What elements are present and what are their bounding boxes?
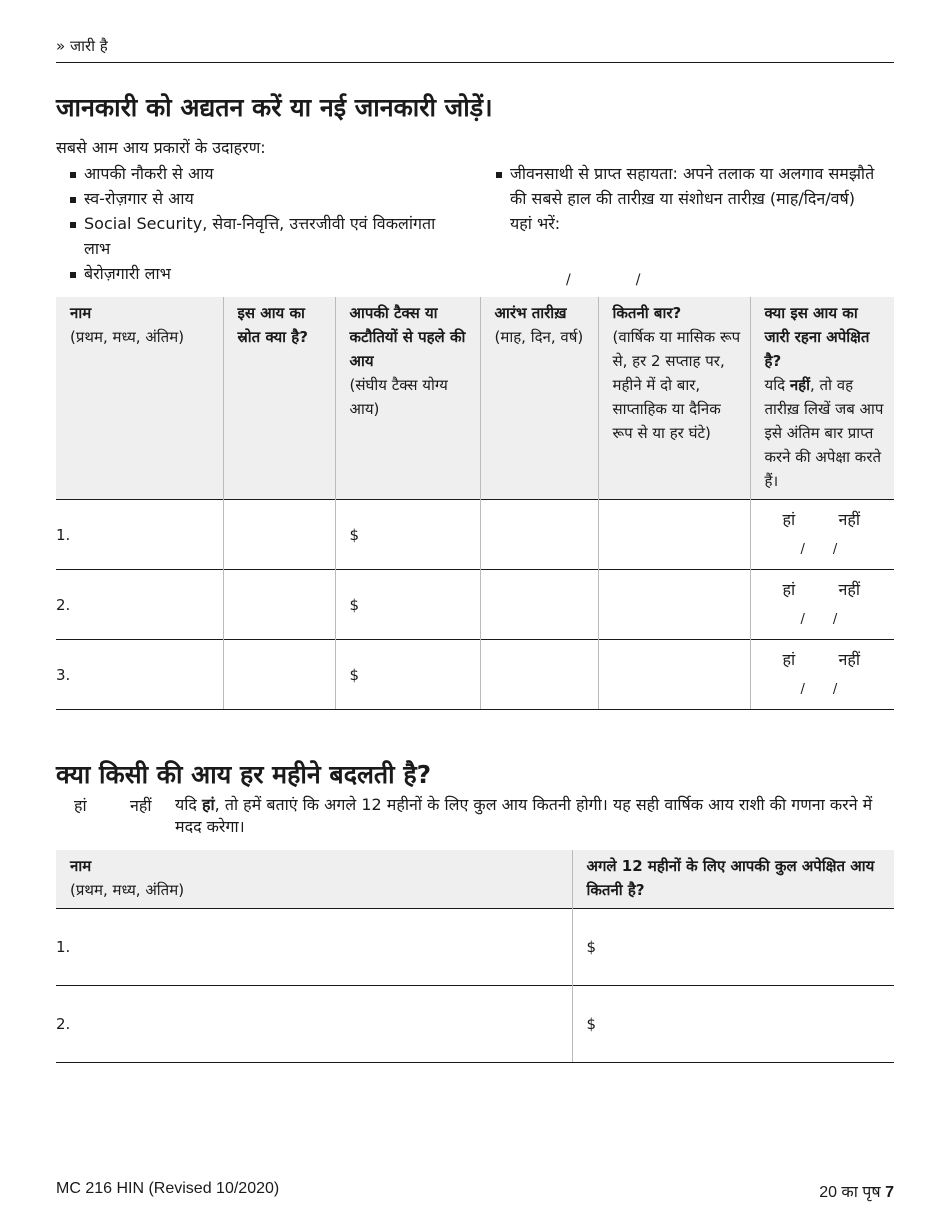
col-header-frequency: कितनी बार? (वार्षिक या मासिक रूप से, हर 2 सप्ताह पर, महीने में दो बार, साप्ताहिक या दैनिक रूप से या हर घंटे) bbox=[598, 297, 750, 500]
name-field[interactable]: 1. bbox=[56, 500, 223, 570]
continuing-field bbox=[750, 640, 894, 710]
list-item: Social Security, सेवा-निवृत्ति, उत्तरजीवी एवं विकलांगता लाभ bbox=[70, 211, 450, 261]
frequency-field[interactable] bbox=[598, 500, 750, 570]
source-field[interactable] bbox=[223, 500, 335, 570]
table-header-row bbox=[56, 850, 894, 909]
page-number: 20 का पृष 7 bbox=[819, 1184, 894, 1201]
monthly-change-yes-option[interactable]: हां bbox=[74, 796, 87, 815]
section-title-monthly-change: क्या किसी की आय हर महीने बदलती है? bbox=[56, 760, 432, 789]
monthly-change-no-option[interactable]: नहीं bbox=[130, 796, 152, 815]
col-header-name: नाम (प्रथम, मध्य, अंतिम) bbox=[56, 850, 572, 909]
name-field[interactable]: 2. bbox=[56, 570, 223, 640]
table-row bbox=[56, 909, 894, 986]
section-title-update-info: जानकारी को अद्यतन करें या नई जानकारी जोड़ें। bbox=[56, 93, 493, 122]
yes-option[interactable]: हां bbox=[782, 510, 796, 529]
income-table bbox=[56, 297, 894, 710]
table-header-row bbox=[56, 297, 894, 500]
yes-option[interactable]: हां bbox=[782, 650, 796, 669]
yes-option[interactable]: हां bbox=[782, 580, 796, 599]
end-date-field[interactable]: // bbox=[800, 682, 866, 697]
top-divider bbox=[56, 62, 894, 63]
end-date-field[interactable]: // bbox=[800, 612, 866, 627]
date-separator: / bbox=[566, 272, 572, 288]
col-header-continuing: क्या इस आय का जारी रहना अपेक्षित है? यदि नहीं, तो वह तारीख़ लिखें जब आप इसे अंतिम बार प्राप्त करने की अपेक्षा करते हैं। bbox=[750, 297, 894, 500]
form-id: MC 216 HIN (Revised 10/2020) bbox=[56, 1180, 280, 1197]
date-separator: / bbox=[635, 272, 642, 288]
income-field[interactable]: $ bbox=[335, 640, 480, 710]
expected-income-table bbox=[56, 850, 894, 1063]
list-item: स्व-रोज़गार से आय bbox=[70, 186, 450, 211]
list-item: बेरोज़गारी लाभ bbox=[70, 261, 450, 286]
income-examples-intro: सबसे आम आय प्रकारों के उदाहरण: bbox=[56, 138, 266, 157]
source-field[interactable] bbox=[223, 570, 335, 640]
start-date-field[interactable] bbox=[480, 640, 598, 710]
income-field[interactable]: $ bbox=[335, 570, 480, 640]
frequency-field[interactable] bbox=[598, 570, 750, 640]
income-field[interactable]: $ bbox=[335, 500, 480, 570]
col-header-expected-income: अगले 12 महीनों के लिए आपकी कुल अपेक्षित आय कितनी है? bbox=[572, 850, 894, 909]
continued-label: » जारी है bbox=[56, 37, 108, 55]
no-option[interactable]: नहीं bbox=[838, 650, 861, 669]
table-row bbox=[56, 570, 894, 640]
name-field[interactable]: 2. bbox=[56, 986, 572, 1063]
name-field[interactable]: 1. bbox=[56, 909, 572, 986]
monthly-change-instructions: यदि हां, तो हमें बताएं कि अगले 12 महीनों के लिए कुल आय कितनी होगी। यह सही वार्षिक आय राशी की गणना करने में मदद करेगा। bbox=[175, 795, 873, 836]
name-field[interactable]: 3. bbox=[56, 640, 223, 710]
income-examples-list bbox=[70, 161, 450, 286]
table-row bbox=[56, 986, 894, 1063]
source-field[interactable] bbox=[223, 640, 335, 710]
no-option[interactable]: नहीं bbox=[838, 580, 861, 599]
frequency-field[interactable] bbox=[598, 640, 750, 710]
start-date-field[interactable] bbox=[480, 500, 598, 570]
list-item: आपकी नौकरी से आय bbox=[70, 161, 450, 186]
col-header-income: आपकी टैक्स या कटौतियों से पहले की आय (संघीय टैक्स योग्य आय) bbox=[335, 297, 480, 500]
spousal-support-date-field[interactable] bbox=[510, 272, 641, 288]
col-header-name: नाम (प्रथम, मध्य, अंतिम) bbox=[56, 297, 223, 500]
no-option[interactable]: नहीं bbox=[838, 510, 861, 529]
continuing-field bbox=[750, 500, 894, 570]
end-date-field[interactable]: // bbox=[800, 542, 866, 557]
start-date-field[interactable] bbox=[480, 570, 598, 640]
table-row bbox=[56, 640, 894, 710]
table-row bbox=[56, 500, 894, 570]
col-header-source: इस आय का स्रोत क्या है? bbox=[223, 297, 335, 500]
expected-income-field[interactable]: $ bbox=[572, 909, 894, 986]
expected-income-field[interactable]: $ bbox=[572, 986, 894, 1063]
list-item: जीवनसाथी से प्राप्त सहायता: अपने तलाक या अलगाव समझौते की सबसे हाल की तारीख़ या संशोधन तारीख़ (माह/दिन/वर्ष) यहां भरें: bbox=[496, 161, 876, 236]
col-header-start-date: आरंभ तारीख़ (माह, दिन, वर्ष) bbox=[480, 297, 598, 500]
continuing-field bbox=[750, 570, 894, 640]
spousal-support-item bbox=[496, 161, 876, 236]
